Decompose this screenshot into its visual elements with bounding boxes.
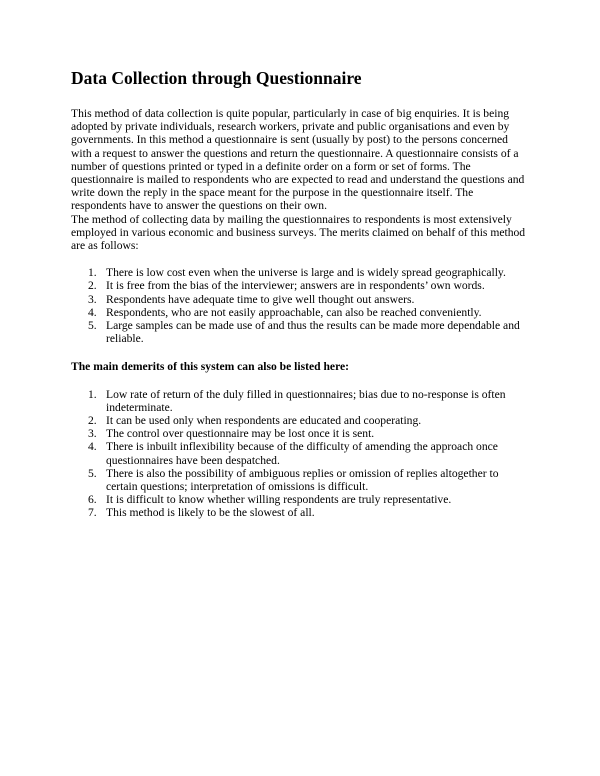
document-title: Data Collection through Questionnaire [71, 68, 362, 88]
list-number: 3. [88, 427, 97, 441]
demerits-heading: The main demerits of this system can also be listed here: [71, 360, 350, 374]
demerits-list [71, 388, 531, 520]
list-text: It is free from the bias of the interviewer; answers are in respondents’ own words. [106, 279, 485, 293]
list-item [71, 467, 531, 493]
list-number: 6. [88, 493, 97, 507]
list-number: 2. [88, 414, 97, 428]
list-text: Respondents have adequate time to give well thought out answers. [106, 292, 415, 306]
list-item [71, 266, 531, 279]
list-item [71, 427, 531, 440]
list-item [71, 493, 531, 506]
list-number: 1. [88, 266, 97, 280]
intro-paragraph: This method of data collection is quite popular, particularly in case of big enquiries. It is being adopted by private individuals, research workers, private and public organisations and even by governments. In this method a questionnaire is sent (usually by post) to the persons concerned with a request to answer the questions and return the questionnaire. A questionnaire consists of a number of questions printed or typed in a definite order on a form or set of forms. The questionnaire is mailed to respondents who are expected to read and understand the questions and write down the reply in the space meant for the purpose in the questionnaire itself. The respondents have to answer the questions on their own. [71, 107, 525, 213]
list-item [71, 506, 531, 519]
list-text: Large samples can be made use of and thus the results can be made more dependable and reliable. [106, 319, 520, 346]
list-number: 4. [88, 305, 97, 319]
list-text: It can be used only when respondents are educated and cooperating. [106, 414, 422, 428]
list-number: 2. [88, 279, 97, 293]
list-text: The control over questionnaire may be lost once it is sent. [106, 427, 375, 441]
list-item [71, 279, 531, 292]
list-item [71, 293, 531, 306]
list-item [71, 414, 531, 427]
merits-intro-paragraph: The method of collecting data by mailing the questionnaires to respondents is most extensively employed in various economic and business surveys. The merits claimed on behalf of this method are as follows: [71, 212, 526, 253]
list-text: Respondents, who are not easily approachable, can also be reached conveniently. [106, 305, 482, 319]
list-text: Low rate of return of the duly filled in questionnaires; bias due to no-response is often indeterminate. [106, 387, 506, 414]
list-text: This method is likely to be the slowest of all. [106, 506, 315, 520]
list-text: There is low cost even when the universe is large and is widely spread geographically. [106, 266, 506, 280]
list-text: There is inbuilt inflexibility because of the difficulty of amending the approach once questionnaires have been despatched. [106, 440, 498, 467]
list-number: 5. [88, 319, 97, 333]
list-number: 1. [88, 387, 97, 401]
list-item [71, 306, 531, 319]
list-item [71, 440, 531, 466]
list-item [71, 388, 531, 414]
list-text: There is also the possibility of ambiguous replies or omission of replies altogether to certain questions; interpretation of omissions is difficult. [106, 466, 499, 494]
list-number: 4. [88, 440, 97, 454]
list-number: 3. [88, 292, 97, 306]
document-page [71, 68, 531, 520]
list-number: 5. [88, 466, 97, 480]
merits-list [71, 266, 531, 345]
list-number: 7. [88, 506, 97, 520]
list-text: It is difficult to know whether willing respondents are truly representative. [106, 493, 452, 507]
list-item [71, 319, 531, 345]
